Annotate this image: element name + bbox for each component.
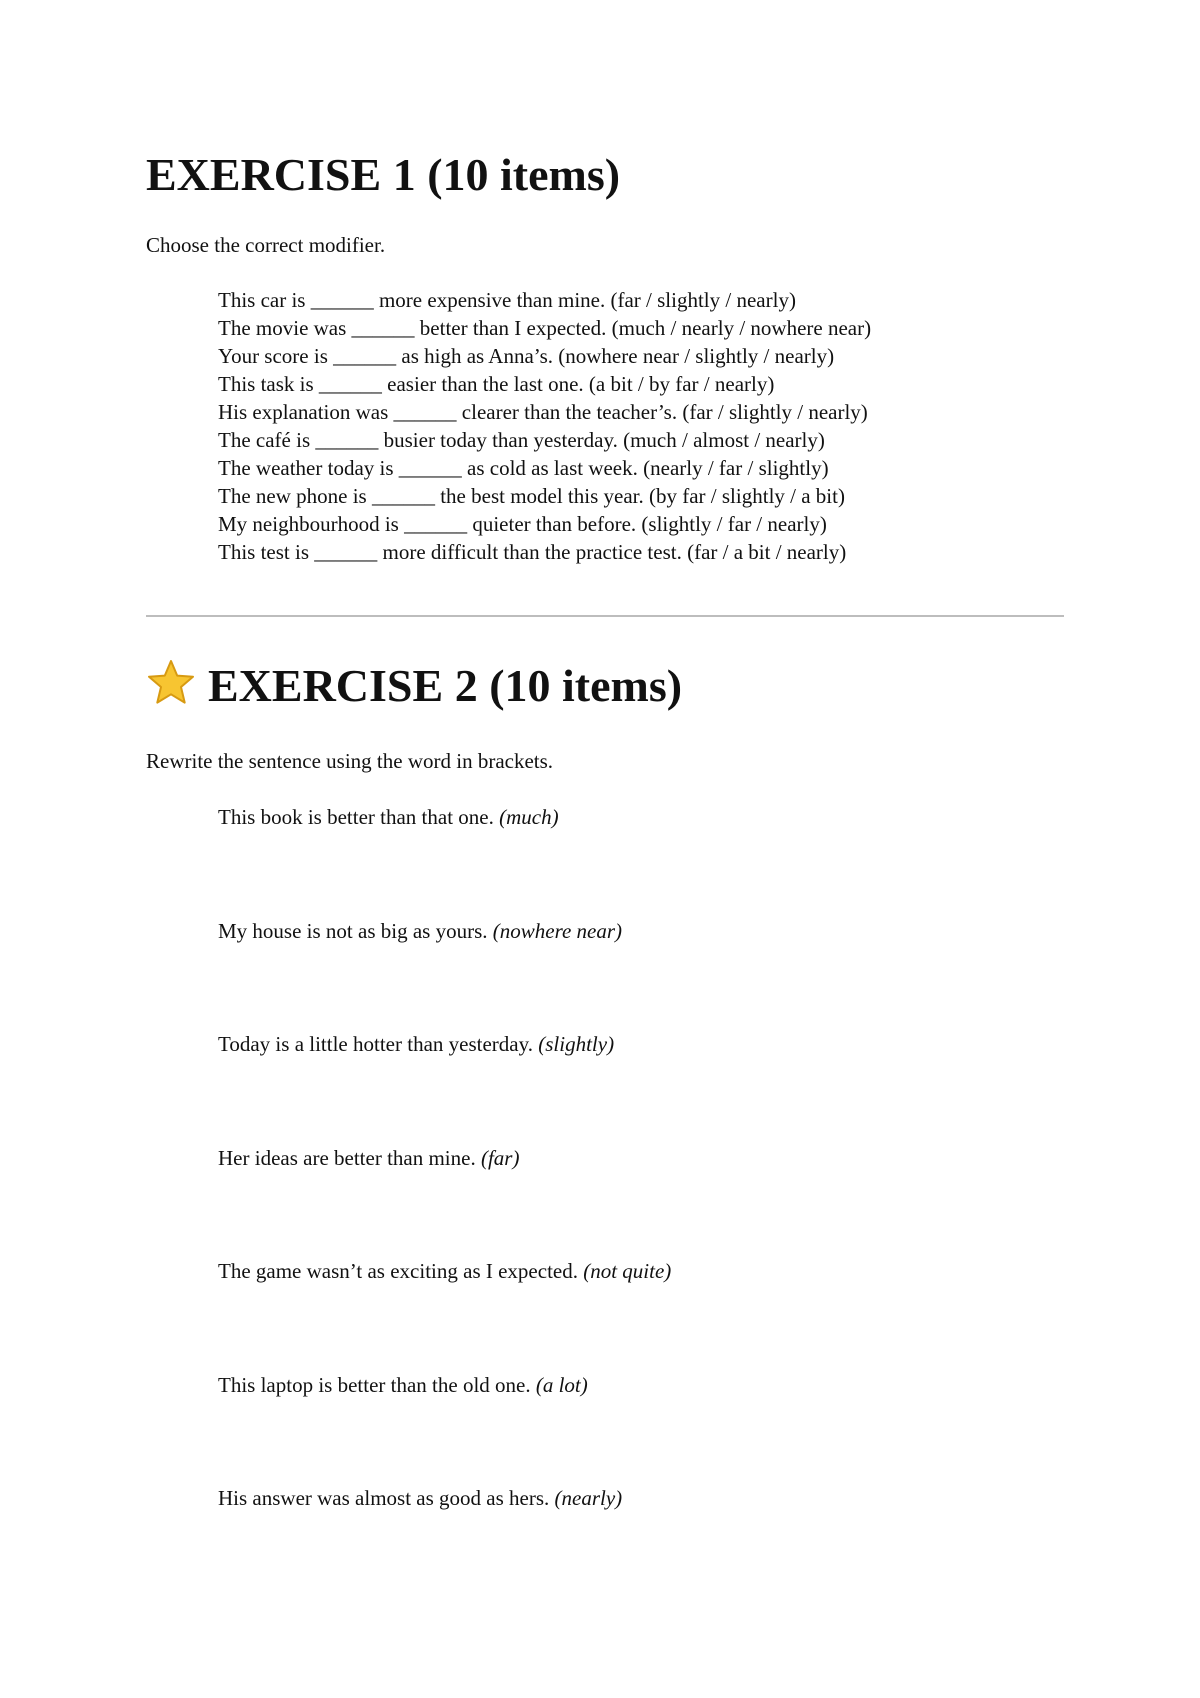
item-text-wrap xyxy=(218,804,559,830)
item-text: Today is a little hotter than yesterday. xyxy=(218,1032,533,1056)
item-hint: (a lot) xyxy=(535,1372,588,1397)
item-text-wrap xyxy=(218,1258,671,1284)
item-text: The movie was ______ better than I expected. (much / nearly / nowhere near) xyxy=(218,316,872,340)
item-text-wrap xyxy=(218,1145,519,1171)
item-text: This task is ______ easier than the last one. (a bit / by far / nearly) xyxy=(218,372,775,396)
exercise-2-instruction: Rewrite the sentence using the word in brackets. xyxy=(146,749,554,773)
item-hint: (slightly) xyxy=(538,1032,615,1056)
item-text-wrap xyxy=(218,918,622,944)
item-hint: (far) xyxy=(480,1145,520,1170)
item-hint: (nowhere near) xyxy=(492,918,623,943)
item-text-wrap xyxy=(218,1372,588,1398)
item-text: His answer was almost as good as hers. xyxy=(218,1486,550,1510)
exercise-1-instruction: Choose the correct modifier. xyxy=(146,233,386,257)
exercise-1-title: EXERCISE 1 (10 items) xyxy=(146,149,621,200)
exercise-2-title: EXERCISE 2 (10 items) xyxy=(208,660,683,711)
item-text: This car is ______ more expensive than mine. (far / slightly / nearly) xyxy=(218,288,796,312)
item-text-wrap xyxy=(218,1485,622,1511)
item-text: This book is better than that one. xyxy=(218,805,494,829)
item-text: Your score is ______ as high as Anna’s. (nowhere near / slightly / nearly) xyxy=(218,344,835,368)
item-text: His explanation was ______ clearer than the teacher’s. (far / slightly / nearly) xyxy=(218,400,868,424)
item-text: Her ideas are better than mine. xyxy=(218,1145,476,1170)
item-text-wrap xyxy=(218,1031,614,1057)
item-text: My neighbourhood is ______ quieter than before. (slightly / far / nearly) xyxy=(218,512,827,536)
section-divider xyxy=(146,615,1064,617)
item-text: This laptop is better than the old one. xyxy=(218,1372,531,1397)
exercise-2-title-row xyxy=(146,658,682,713)
item-hint: (much) xyxy=(499,805,559,829)
item-text: The café is ______ busier today than yesterday. (much / almost / nearly) xyxy=(218,428,825,452)
item-text: This test is ______ more difficult than the practice test. (far / a bit / nearly) xyxy=(218,540,847,564)
star-icon xyxy=(146,658,196,708)
item-hint: (not quite) xyxy=(583,1259,672,1283)
item-text: The new phone is ______ the best model this year. (by far / slightly / a bit) xyxy=(218,484,845,508)
item-text: My house is not as big as yours. xyxy=(218,918,488,943)
item-text: The game wasn’t as exciting as I expected. xyxy=(218,1259,578,1283)
item-text: The weather today is ______ as cold as last week. (nearly / far / slightly) xyxy=(218,456,829,480)
item-hint: (nearly) xyxy=(554,1486,623,1510)
